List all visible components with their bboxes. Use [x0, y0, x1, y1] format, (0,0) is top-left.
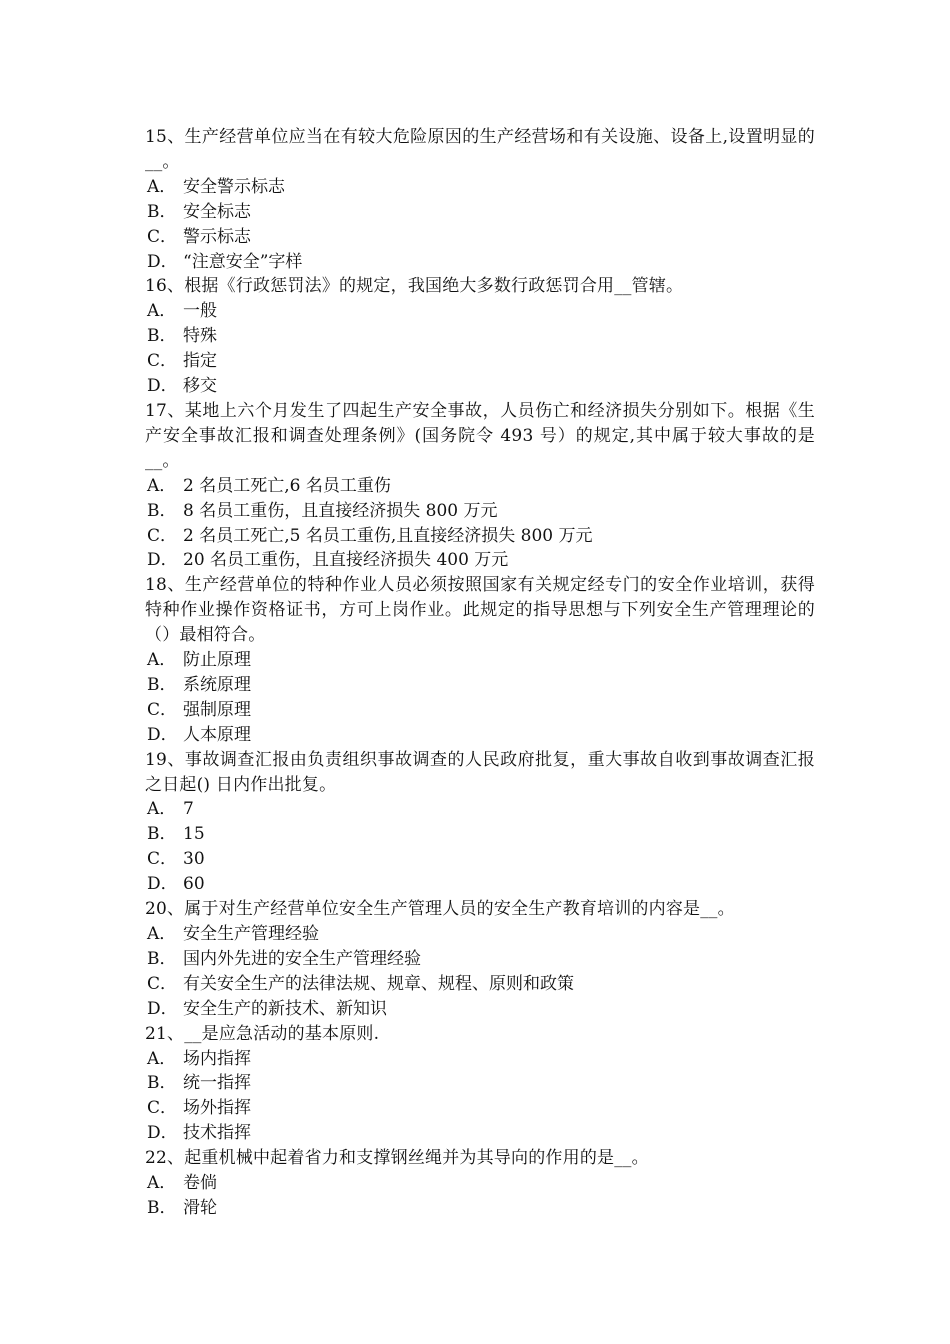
option-c	[145, 1096, 815, 1121]
option-text: 系统原理	[183, 674, 251, 695]
option-b	[145, 673, 815, 698]
option-key: B．	[147, 1197, 177, 1218]
option-key: A．	[147, 1173, 177, 1194]
option-key: B．	[147, 326, 177, 347]
option-text: 7	[183, 799, 194, 820]
option-key: A．	[147, 924, 177, 944]
option-b	[145, 947, 815, 972]
option-key: B．	[147, 948, 177, 969]
option-d	[145, 872, 815, 897]
option-key: D．	[147, 550, 178, 571]
option-a	[145, 648, 815, 673]
question-17	[145, 399, 815, 573]
option-key: C．	[147, 699, 178, 720]
option-key: C．	[147, 525, 178, 546]
option-b	[145, 822, 815, 847]
question-16	[145, 274, 815, 399]
option-text: 强制原理	[183, 699, 251, 720]
option-text: 场内指挥	[183, 1048, 251, 1069]
option-key: D．	[147, 998, 178, 1019]
question-stem: 17、某地上六个月发生了四起生产安全事故，人员伤亡和经济损失分别如下。根据《生产安全事故汇报和调查处理条例》(国务院令 493 号）的规定,其中属于较大事故的是__。	[145, 400, 815, 471]
option-text: 2 名员工死亡,6 名员工重伤	[183, 475, 391, 496]
option-key: D．	[147, 874, 178, 895]
option-key: B．	[147, 201, 177, 222]
option-key: D．	[147, 376, 178, 397]
option-key: A．	[147, 1048, 177, 1069]
option-a	[145, 175, 815, 200]
option-key: A．	[147, 475, 177, 496]
option-text: 安全标志	[183, 201, 251, 222]
option-a	[145, 922, 815, 947]
option-key: A．	[147, 176, 177, 197]
option-text: 指定	[183, 351, 217, 372]
option-text: 滑轮	[183, 1197, 217, 1218]
option-text: 统一指挥	[183, 1073, 251, 1094]
option-key: B．	[147, 824, 177, 845]
option-key: B．	[147, 674, 177, 695]
option-c	[145, 524, 815, 549]
option-d	[145, 374, 815, 399]
question-15	[145, 125, 815, 274]
question-18	[145, 573, 815, 747]
option-d	[145, 1121, 815, 1146]
question-21	[145, 1022, 815, 1147]
option-key: B．	[147, 1073, 177, 1094]
option-text: 安全生产管理经验	[183, 924, 319, 944]
option-key: A．	[147, 799, 177, 820]
option-b	[145, 499, 815, 524]
question-20	[145, 897, 815, 1022]
option-key: C．	[147, 1098, 178, 1119]
question-stem: 22、起重机械中起着省力和支撑钢丝绳并为其导向的作用的是__。	[145, 1148, 649, 1169]
option-key: C．	[147, 849, 178, 870]
option-a	[145, 797, 815, 822]
option-text: 30	[183, 849, 205, 870]
option-text: 场外指挥	[183, 1098, 251, 1119]
option-key: C．	[147, 973, 178, 994]
option-key: D．	[147, 724, 178, 745]
option-key: A．	[147, 301, 177, 322]
option-key: A．	[147, 650, 177, 671]
question-19	[145, 748, 815, 897]
option-text: 防止原理	[183, 650, 251, 671]
option-text: 卷倘	[183, 1173, 217, 1194]
question-stem: 20、属于对生产经营单位安全生产管理人员的安全生产教育培训的内容是__。	[145, 899, 735, 920]
option-a	[145, 1047, 815, 1072]
option-b	[145, 1196, 815, 1221]
option-key: C．	[147, 226, 178, 247]
option-c	[145, 847, 815, 872]
option-b	[145, 200, 815, 225]
option-text: 安全警示标志	[183, 176, 285, 197]
question-stem: 16、根据《行政惩罚法》的规定，我国绝大多数行政惩罚合用__管辖。	[145, 276, 684, 297]
question-stem: 19、事故调查汇报由负责组织事故调查的人民政府批复，重大事故自收到事故调查汇报之日起() 日内作出批复。	[145, 749, 815, 795]
option-c	[145, 349, 815, 374]
option-key: D．	[147, 1123, 178, 1144]
option-key: B．	[147, 500, 177, 521]
option-a	[145, 474, 815, 499]
option-b	[145, 1071, 815, 1096]
option-text: 人本原理	[183, 724, 251, 745]
option-d	[145, 723, 815, 748]
option-text: 安全生产的新技术、新知识	[183, 998, 387, 1019]
option-text: 技术指挥	[183, 1123, 251, 1144]
option-d	[145, 548, 815, 573]
option-key: C．	[147, 351, 178, 372]
option-text: 2 名员工死亡,5 名员工重伤,且直接经济损失 800 万元	[183, 525, 593, 546]
option-text: 移交	[183, 376, 217, 397]
question-22	[145, 1146, 815, 1221]
option-key: D．	[147, 251, 178, 272]
option-text: 8 名员工重伤，且直接经济损失 800 万元	[183, 500, 498, 521]
option-text: 20 名员工重伤，且直接经济损失 400 万元	[183, 550, 509, 571]
option-text: 15	[183, 824, 205, 845]
option-text: 一般	[183, 301, 217, 322]
option-a	[145, 1171, 815, 1196]
option-text: 有关安全生产的法律法规、规章、规程、原则和政策	[183, 973, 574, 994]
option-text: “注意安全”字样	[183, 251, 303, 272]
option-c	[145, 698, 815, 723]
option-text: 特殊	[183, 326, 217, 347]
option-text: 国内外先进的安全生产管理经验	[183, 948, 421, 969]
option-d	[145, 250, 815, 275]
option-a	[145, 299, 815, 324]
option-d	[145, 997, 815, 1022]
option-text: 60	[183, 874, 205, 895]
option-text: 警示标志	[183, 226, 251, 247]
question-stem: 18、生产经营单位的特种作业人员必须按照国家有关规定经专门的安全作业培训，获得特种作业操作资格证书，方可上岗作业。此规定的指导思想与下列安全生产管理理论的（）最相符合。	[145, 575, 815, 646]
question-stem: 21、__是应急活动的基本原则.	[145, 1023, 380, 1044]
document-page	[145, 125, 815, 1221]
option-c	[145, 225, 815, 250]
question-stem: 15、生产经营单位应当在有较大危险原因的生产经营场和有关设施、设备上,设置明显的__。	[145, 127, 815, 172]
option-c	[145, 972, 815, 997]
option-b	[145, 324, 815, 349]
